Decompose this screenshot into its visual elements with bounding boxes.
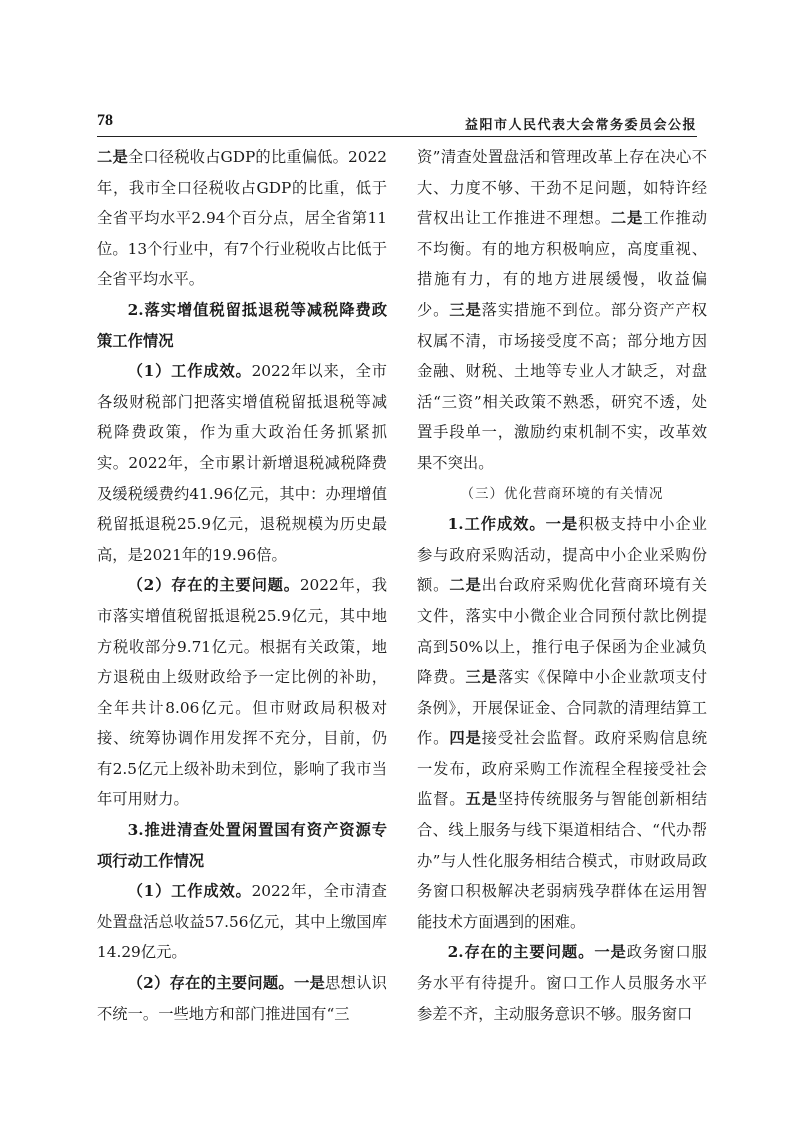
lead-phrase: 二是: [449, 576, 482, 595]
paragraph-text: 资”清查处置盘活和管理改革上存在决心不大、力度不够、干劲不足问题，如特许经营权出让工作推进不理想。: [417, 148, 707, 228]
paragraph-text: 2022年，我市落实增值税留抵退税25.9亿元，其中地方税收部分9.71亿元。根据有关政策，地方退税由上级财政给予一定比例的补助，全年共计8.06亿元。但市财政局积极对接、统筹协调作用发挥不充分，目前，仍有2.5亿元上级补助未到位，影响了我市当年可用财力。: [97, 576, 387, 809]
running-header: [97, 112, 697, 137]
subsection-heading: 2.落实增值税留抵退税等减税降费政策工作情况: [97, 300, 387, 350]
lead-phrase: 1.工作成效。: [447, 515, 546, 534]
paragraph-text: 2022年，全市清查处置盘活总收益57.56亿元，其中上缴国库14.29亿元。: [97, 882, 387, 962]
paragraph-text: 落实《保障中小企业款项支付条例》，开展保证金、合同款的清理结算工作。: [417, 668, 707, 748]
subsection-heading: 3.推进清查处置闲置国有资产资源专项行动工作情况: [97, 821, 387, 870]
lead-phrase: 二是: [610, 209, 644, 228]
left-column: [97, 142, 387, 1023]
lead-phrase: 四是: [449, 729, 482, 748]
paragraph: [97, 570, 387, 815]
paragraph-text: 出台政府采购优化营商环境有关文件，落实中小微企业合同预付款比例提高到50%以上，推行电子保函为企业减负降费。: [417, 576, 707, 687]
paragraph: [97, 876, 387, 968]
paragraph: [417, 142, 707, 479]
section-heading: （三）优化营商环境的有关情况: [460, 485, 664, 502]
lead-phrase: 三是: [449, 300, 482, 319]
paragraph-text: 2022年以来，全市各级财税部门把落实增值税留抵退税等减税降费政策，作为重大政治任务抓紧抓实。2022年，全市累计新增退税减税降费及缓税缓费约41.96亿元，其中：办理增值税留抵退税25.9亿元，退税规模为历史最高，是2021年的19.96倍。: [97, 362, 387, 564]
paragraph-text: 工作推动不均衡。有的地方积极响应，高度重视、措施有力，有的地方进展缓慢，收益偏少。: [417, 209, 707, 319]
paragraph-text: 全口径税收占GDP的比重偏低。2022年，我市全口径税收占GDP的比重，低于全省平均水平2.94个百分点，居全省第11位。13个行业中，有7个行业税收占比低于全省平均水平。: [97, 148, 387, 289]
paragraph: [417, 937, 707, 1029]
lead-phrase: 一是: [293, 974, 326, 993]
lead-phrase: 2.存在的主要问题。: [447, 943, 595, 962]
paragraph-text: 思想认识不统一。一些地方和部门推进国有“三: [97, 974, 387, 1023]
paragraph-text: 积极支持中小企业参与政府采购活动，提高中小企业采购份额。: [417, 515, 707, 595]
lead-phrase: 一是: [594, 943, 627, 962]
paragraph: [417, 509, 707, 937]
paragraph-text: 政务窗口服务水平有待提升。窗口工作人员服务水平参差不齐，主动服务意识不够。服务窗口: [417, 943, 707, 1023]
journal-title: 益阳市人民代表大会常务委员会公报: [464, 118, 697, 133]
page-number: 78: [97, 112, 113, 129]
right-column: [417, 142, 707, 1023]
lead-phrase: 二是: [97, 148, 128, 166]
paragraph-text: 坚持传统服务与智能创新相结合、线上服务与线下渠道相结合、“代办帮办”与人性化服务相结合模式，市财政局政务窗口积极解决老弱病残孕群体在运用智能技术方面遇到的困难。: [417, 790, 707, 931]
paragraph: [97, 968, 387, 1029]
paragraph: [97, 356, 387, 570]
paragraph-text: 接受社会监督。政府采购信息统一发布，政府采购工作流程全程接受社会监督。: [417, 729, 707, 809]
lead-phrase: （1）工作成效。: [127, 362, 252, 381]
lead-phrase: 五是: [465, 790, 498, 809]
paragraph-text: 落实措施不到位。部分资产产权权属不清，市场接受度不高；部分地方因金融、财税、土地等专业人才缺乏，对盘活“三资”相关政策不熟悉，研究不透，处置手段单一，激励约束机制不实，改革效果不突出。: [417, 300, 707, 472]
lead-phrase: 一是: [545, 515, 579, 534]
lead-phrase: （2）存在的主要问题。: [127, 576, 300, 595]
lead-phrase: 三是: [465, 668, 498, 687]
lead-phrase: （1）工作成效。: [127, 882, 252, 901]
lead-phrase: （2）存在的主要问题。: [127, 974, 294, 993]
paragraph: [97, 142, 387, 295]
